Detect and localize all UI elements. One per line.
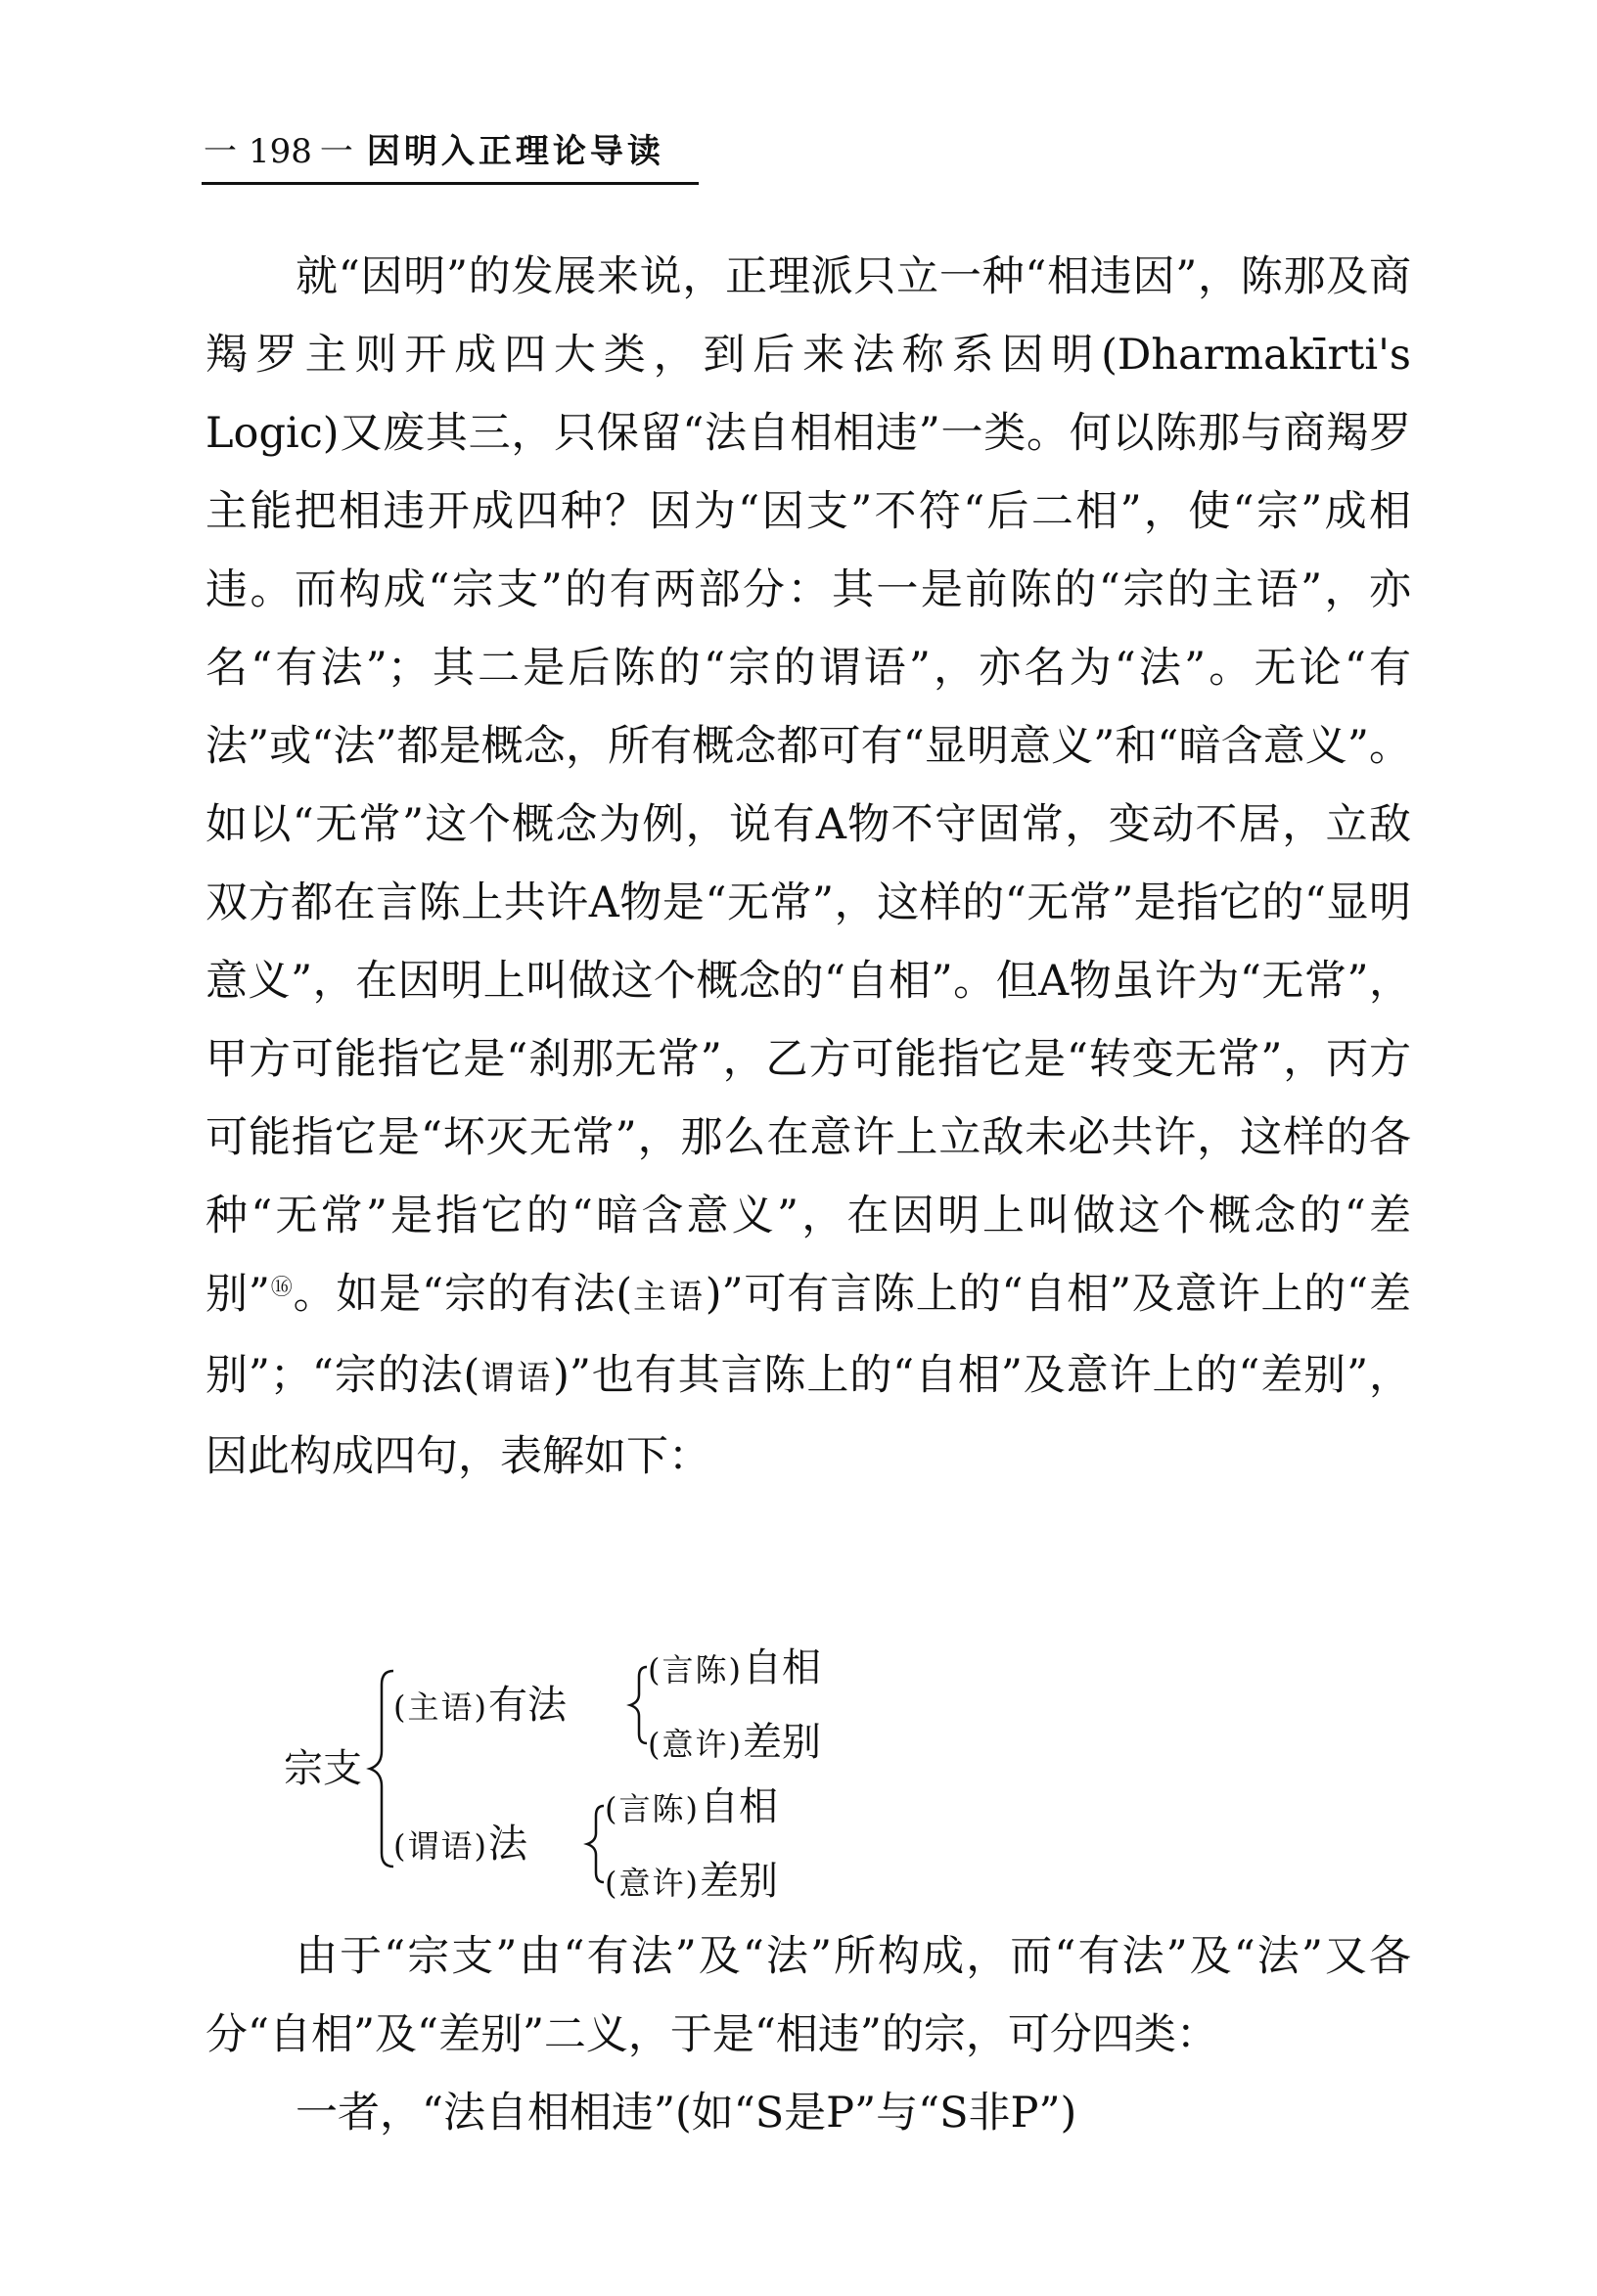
branch-predicate-note: (谓语) <box>393 1827 488 1865</box>
header-dash: 一 <box>319 132 357 171</box>
leaf-note: (意许) <box>605 1865 700 1902</box>
branch-predicate-label: 法 <box>487 1822 527 1867</box>
leaf-label: 自相 <box>742 1645 821 1690</box>
branch-subject-note: (主语) <box>393 1688 488 1726</box>
paragraph-text: 就“因明”的发展来说，正理派只立一种“相违因”，陈那及商羯罗主则开成四大类，到后来法称系因明(Dharmakīrti's Logic)又废其三，只保留“法自相相违”一类。何以陈那与商羯罗主能把相违开成四种？因为“因支”不符“后二相”，使“宗”成相违。而构成“宗支”的有两部分：其一是前陈的“宗的主语”，亦名“有法”；其二是后陈的“宗的谓语”，亦名为“法”。无论“有法”或“法”都是概念，所有概念都可有“显明意义”和“暗含意义”。如以“无常”这个概念为例，说有A物不守固常，变动不居，立敌双方都在言陈上共许A物是“无常”，这样的“无常”是指它的“显明意义”，在因明上叫做这个概念的“自相”。但A物虽许为“无常”，甲方可能指它是“刹那无常”，乙方可能指它是“转变无常”，丙方可能指它是“坏灭无常”，那么在意许上立敌未必共许，这样的各种“无常”是指它的“暗含意义”，在因明上叫做这个概念的“差别” <box>205 252 1411 1319</box>
predicate-gloss: 谓语 <box>479 1359 554 1398</box>
leaf-predicate-zixiang <box>605 1782 778 1833</box>
branch1-brace <box>630 1667 647 1743</box>
branch-subject <box>393 1681 567 1732</box>
header-rule <box>202 182 699 185</box>
branch-subject-label: 有法 <box>487 1683 567 1728</box>
paragraph-text: )”也有其言陈上的“自相”及意许上的“差别”，因此构成四句，表解如下： <box>205 1351 1411 1481</box>
leaf-label: 差别 <box>742 1720 821 1765</box>
subject-gloss: 主语 <box>632 1278 706 1317</box>
paragraph-summary: 由于“宗支”由“有法”及“法”所构成，而“有法”及“法”又各分“自相”及“差别”二义，于是“相违”的宗，可分四类： <box>205 1932 1411 2059</box>
leaf-note: (言陈) <box>648 1651 743 1688</box>
leaf-note: (意许) <box>648 1726 743 1763</box>
running-header <box>204 125 698 188</box>
root-brace <box>370 1671 393 1867</box>
list-item-first: 一者，“法自相相违”(如“S是P”与“S非P”) <box>296 2089 1077 2138</box>
paragraph-text: 。如是“宗的有法( <box>293 1270 633 1319</box>
footnote-marker: ⑯ <box>269 1276 294 1300</box>
leaf-predicate-chabie <box>605 1857 778 1908</box>
paragraph-main <box>205 238 1411 1496</box>
paragraph-text: )”可有言陈上的“自相”及意许上的“差别”；“宗的法( <box>205 1270 1411 1400</box>
leaf-note: (言陈) <box>605 1790 700 1827</box>
leaf-subject-zixiang <box>648 1643 821 1694</box>
diagram-root: 宗支 <box>284 1746 362 1791</box>
book-title: 因明入正理论导读 <box>366 132 664 171</box>
branch-predicate <box>393 1820 527 1870</box>
header-dash: 一 <box>204 132 241 171</box>
classification-diagram <box>284 1643 890 1908</box>
leaf-label: 自相 <box>699 1784 778 1829</box>
leaf-subject-chabie <box>648 1718 821 1769</box>
leaf-label: 差别 <box>699 1859 778 1904</box>
page-number: 198 <box>249 132 312 171</box>
branch2-brace <box>587 1806 604 1882</box>
